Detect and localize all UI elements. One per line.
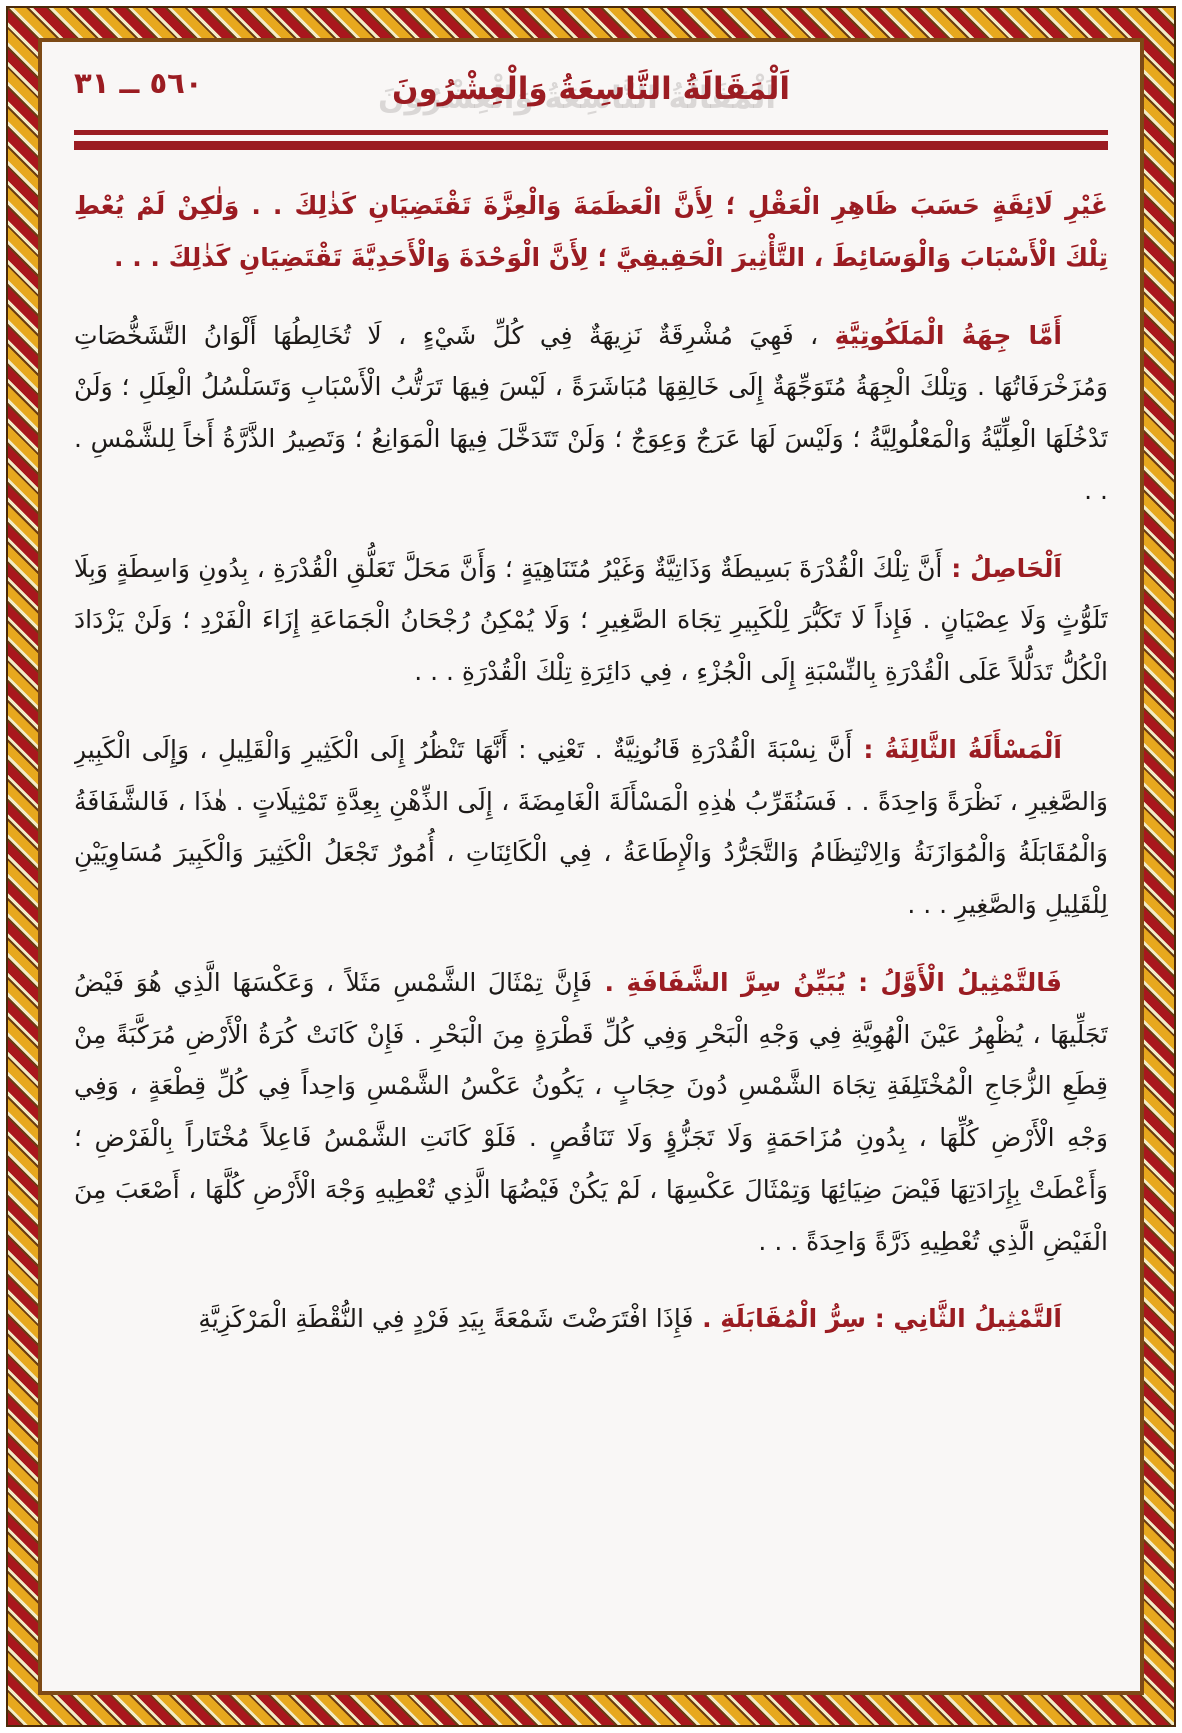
- paragraph-lead: اَلتَّمْثِيلُ الثَّانِي : سِرُّ الْمُقَابَلَةِ .: [693, 1304, 1062, 1334]
- page-content: [74, 50, 1108, 1681]
- paragraph-lead: اَلْحَاصِلُ :: [942, 553, 1062, 583]
- paragraph-body: غَيْرِ لَائِقَةٍ حَسَبَ ظَاهِرِ الْعَقْلِ ؛ لِأَنَّ الْعَظَمَةَ وَالْعِزَّةَ تَقْتَضِيَانِ كَذٰلِكَ . . وَلٰكِنْ لَمْ يُعْطِ تِلْكَ الْأَسْبَابَ وَالْوَسَائِطَ ، التَّأْثِيرَ الْحَقِيقِيَّ ؛ لِأَنَّ الْوَحْدَةَ وَالْأَحَدِيَّةَ تَقْتَضِيَانِ كَذٰلِكَ . . .: [74, 191, 1108, 272]
- page-number: ٥٦٠ ــ ٣١: [74, 66, 203, 100]
- paragraph-lead: اَلْمَسْأَلَةُ الثَّالِثَةُ :: [852, 734, 1062, 764]
- paragraph-second-analogy: [74, 1267, 1108, 1345]
- paragraph-body: فَإِنَّ تِمْثَالَ الشَّمْسِ مَثَلاً ، وَعَكْسَهَا الَّذِي هُوَ فَيْضُ تَجَلِّيهَا ، يُظْهِرُ عَيْنَ الْهُوِيَّةِ فِي وَجْهِ الْبَحْرِ وَفِي كُلِّ قَطْرَةٍ مِنَ الْبَحْرِ . فَإِنْ كَانَتْ كُرَةُ الْأَرْضِ مُرَكَّبَةً مِنْ قِطَعِ الزُّجَاجِ الْمُخْتَلِفَةِ تِجَاهَ الشَّمْسِ دُونَ حِجَابٍ ، يَكُونُ عَكْسُ الشَّمْسِ وَاحِداً فِي كُلِّ قِطْعَةٍ ، وَفِي وَجْهِ الْأَرْضِ كُلِّهَا ، بِدُونِ مُزَاحَمَةٍ وَلَا تَجَزُّؤٍ وَلَا تَنَاقُصٍ . فَلَوْ كَانَتِ الشَّمْسُ فَاعِلاً مُخْتَاراً بِالْفَرْضِ ؛ وَأَعْطَتْ بِإِرَادَتِهَا فَيْضَ ضِيَائِهَا وَتِمْثَالَ عَكْسِهَا ، لَمْ يَكُنْ فَيْضُهَا الَّذِي تُعْطِيهِ وَجْهَ الْأَرْضِ كُلَّهَا ، أَصْعَبَ مِنَ الْفَيْضِ الَّذِي تُعْطِيهِ ذَرَّةً وَاحِدَةً . . .: [74, 967, 1108, 1256]
- paragraph-body: أَنَّ تِلْكَ الْقُدْرَةَ بَسِيطَةٌ وَذَاتِيَّةٌ وَغَيْرُ مُتَنَاهِيَةٍ ؛ وَأَنَّ مَحَلَّ تَعَلُّقِ الْقُدْرَةِ ، بِدُونِ وَاسِطَةٍ وَبِلَا تَلَوُّثٍ وَلَا عِصْيَانٍ . فَإِذاً لَا تَكَبُّرَ لِلْكَبِيرِ تِجَاهَ الصَّغِيرِ ؛ وَلَا يُمْكِنُ رُجْحَانُ الْجَمَاعَةِ إِزَاءَ الْفَرْدِ ؛ وَلَنْ يَزْدَادَ الْكُلُّ تَدَلُّلاً عَلَى الْقُدْرَةِ بِالنِّسْبَةِ إِلَى الْجُزْءِ ، فِي دَائِرَةِ تِلْكَ الْقُدْرَةِ . . .: [74, 553, 1108, 686]
- paragraph-conclusion: [74, 517, 1108, 698]
- paragraph-third-issue: [74, 698, 1108, 931]
- body-text: [74, 168, 1108, 1345]
- paragraph-continuation: [74, 168, 1108, 284]
- page-title: اَلْمَقَالَةُ التَّاسِعَةُ وَالْعِشْرُونَ: [392, 71, 790, 107]
- paragraph-body: فَإِذَا افْتَرَضْتَ شَمْعَةً بِيَدِ فَرْدٍ فِي النُّقْطَةِ الْمَرْكَزِيَّةِ: [198, 1304, 694, 1334]
- paragraph-body: ، فَهِيَ مُشْرِقَةٌ نَزِيهَةٌ فِي كُلِّ شَيْءٍ ، لَا تُخَالِطُهَا أَلْوَانُ التَّشَخُّصَاتِ وَمُزَخْرَفَاتُهَا . وَتِلْكَ الْجِهَةُ مُتَوَجِّهَةٌ إِلَى خَالِقِهَا مُبَاشَرَةً ، لَيْسَ فِيهَا تَرَتُّبُ الْأَسْبَابِ وَتَسَلْسُلُ الْعِلَلِ ؛ وَلَنْ تَدْخُلَهَا الْعِلِّيَّةُ وَالْمَعْلُولِيَّةُ ؛ وَلَيْسَ لَهَا عَرَجٌ وَعِوَجٌ ؛ وَلَنْ تَتَدَخَّلَ فِيهَا الْمَوَانِعُ ؛ وَتَصِيرُ الذَّرَّةُ أَخاً لِلشَّمْسِ . . .: [74, 320, 1108, 505]
- header-double-rule: [74, 130, 1108, 150]
- paragraph-lead: أَمَّا جِهَةُ الْمَلَكُوتِيَّةِ: [834, 320, 1062, 350]
- paragraph-body: أَنَّ نِسْبَةَ الْقُدْرَةِ قَانُونِيَّةٌ . تَعْنِي : أَنَّهَا تَنْظُرُ إِلَى الْكَثِيرِ وَالْقَلِيلِ ، وَإِلَى الْكَبِيرِ وَالصَّغِيرِ ، نَظْرَةً وَاحِدَةً . . فَسَنُقَرِّبُ هٰذِهِ الْمَسْأَلَةَ الْغَامِضَةَ ، إِلَى الذِّهْنِ بِعِدَّةِ تَمْثِيلَاتٍ . هٰذَا ، فَالشَّفَافَةُ وَالْمُقَابَلَةُ وَالْمُوَازَنَةُ وَالِانْتِظَامُ وَالتَّجَرُّدُ وَالْإِطَاعَةُ ، فِي الْكَائِنَاتِ ، أُمُورٌ تَجْعَلُ الْكَثِيرَ وَالْكَبِيرَ مُسَاوِيَيْنِ لِلْقَلِيلِ وَالصَّغِيرِ . . .: [74, 734, 1108, 919]
- paragraph-first-analogy: [74, 931, 1108, 1268]
- paragraph-lead: فَالتَّمْثِيلُ الْأَوَّلُ : يُبَيِّنُ سِرَّ الشَّفَافَةِ .: [592, 967, 1062, 997]
- paragraph-malakutiyya: [74, 284, 1108, 517]
- page-header: [74, 50, 1108, 128]
